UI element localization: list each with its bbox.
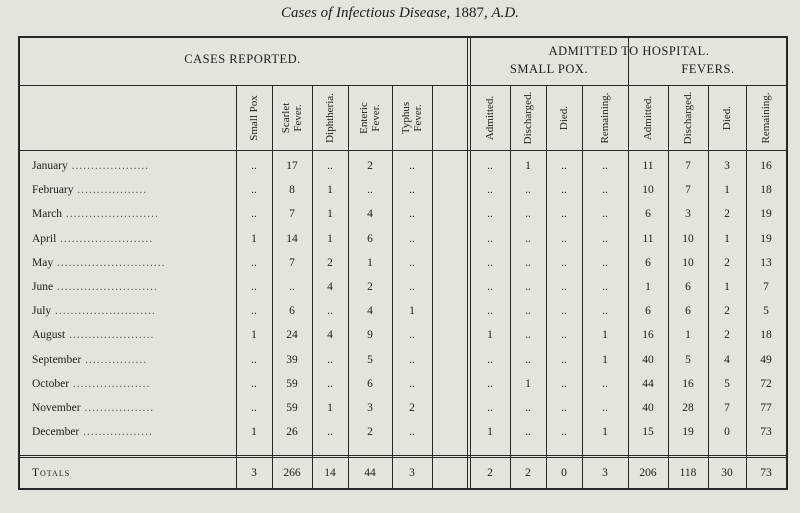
table-cell: 7 xyxy=(289,208,295,221)
table-cell: 77 xyxy=(760,402,772,414)
table-cell: .. xyxy=(602,377,608,390)
row-label xyxy=(32,378,228,390)
table-cell: 13 xyxy=(760,256,772,269)
column-header: Scarlet Fever. xyxy=(280,102,304,134)
row-label xyxy=(32,402,228,414)
table-cell: 2 xyxy=(724,256,730,269)
table-cell: .. xyxy=(487,402,493,414)
table-cell: 72 xyxy=(760,377,772,390)
table-cell: 1 xyxy=(645,281,651,293)
column-header: Died. xyxy=(558,105,570,131)
table-cell: .. xyxy=(251,402,257,414)
table-cell: .. xyxy=(327,353,333,366)
table-cell: .. xyxy=(602,184,608,197)
table-cell: 19 xyxy=(760,232,772,245)
header-rule xyxy=(18,85,788,86)
row-label xyxy=(32,208,228,220)
title-prefix: Cases of Infectious Disease, xyxy=(281,5,451,21)
column-header: Admitted. xyxy=(642,95,654,141)
row-label xyxy=(32,354,228,366)
table-cell: 9 xyxy=(367,329,373,342)
table-cell: 17 xyxy=(286,160,298,172)
table-cell: 6 xyxy=(367,232,373,245)
table-cell: 16 xyxy=(642,329,654,342)
totals-label: Totals xyxy=(32,467,71,479)
leader-dots: .................... xyxy=(69,377,151,390)
table-cell: .. xyxy=(251,305,257,318)
table-cell: 1 xyxy=(724,232,730,245)
table-cell: 7 xyxy=(724,402,730,414)
month-name: December xyxy=(32,426,80,439)
table-cell: 4 xyxy=(327,329,333,342)
table-cell: .. xyxy=(487,377,493,390)
table-cell: 4 xyxy=(724,353,730,366)
row-label xyxy=(32,281,228,293)
table-cell: .. xyxy=(602,232,608,245)
table-cell: 28 xyxy=(682,402,694,414)
table-cell: 59 xyxy=(286,377,298,390)
table-cell: 19 xyxy=(682,426,694,439)
row-label xyxy=(32,233,228,245)
table-cell: 1 xyxy=(724,184,730,197)
table-cell: .. xyxy=(602,305,608,318)
table-cell: 6 xyxy=(645,305,651,318)
table-cell: 3 xyxy=(685,208,691,221)
table-cell: 1 xyxy=(251,426,257,439)
totals-cell: 266 xyxy=(283,467,301,479)
leader-dots: .......................... xyxy=(53,281,158,293)
month-name: October xyxy=(32,377,70,390)
table-cell: 18 xyxy=(760,329,772,342)
fevers-heading: FEVERS. xyxy=(681,62,735,76)
table-cell: .. xyxy=(561,256,567,269)
table-cell: 2 xyxy=(367,426,373,439)
table-cell: .. xyxy=(409,232,415,245)
leader-dots: ........................ xyxy=(62,208,159,221)
table-cell: 3 xyxy=(367,402,373,414)
table-cell: 1 xyxy=(251,232,257,245)
table-cell: .. xyxy=(251,281,257,293)
table-cell: .. xyxy=(327,160,333,172)
table-cell: 6 xyxy=(367,377,373,390)
leader-dots: .................. xyxy=(79,426,153,439)
table-cell: 39 xyxy=(286,353,298,366)
table-cell: 40 xyxy=(642,353,654,366)
row-label xyxy=(32,257,228,269)
table-cell: .. xyxy=(487,353,493,366)
section-rule-double xyxy=(467,36,468,490)
table-cell: 2 xyxy=(724,208,730,221)
column-header: Typhus Fever. xyxy=(400,101,424,135)
table-cell: 15 xyxy=(642,426,654,439)
column-header: Discharged. xyxy=(522,91,534,145)
table-cell: 1 xyxy=(327,184,333,197)
table-cell: .. xyxy=(487,305,493,318)
table-cell: 1 xyxy=(487,426,493,439)
table-cell: 5 xyxy=(724,377,730,390)
table-cell: 6 xyxy=(289,305,295,318)
table-cell: 59 xyxy=(286,402,298,414)
table-cell: 1 xyxy=(602,353,608,366)
table-cell: .. xyxy=(561,402,567,414)
column-head-rule xyxy=(18,150,788,151)
table-cell: 10 xyxy=(642,184,654,197)
table-cell: .. xyxy=(602,160,608,172)
table-cell: .. xyxy=(525,426,531,439)
table-cell: 4 xyxy=(367,208,373,221)
table-cell: .. xyxy=(525,402,531,414)
leader-dots: ...................... xyxy=(65,329,155,342)
table-cell: .. xyxy=(409,281,415,293)
table-cell: .. xyxy=(409,256,415,269)
table-cell: .. xyxy=(525,305,531,318)
column-rule xyxy=(432,85,433,490)
month-name: February xyxy=(32,184,74,197)
month-name: November xyxy=(32,402,81,414)
table-cell: .. xyxy=(409,426,415,439)
table-cell: 1 xyxy=(251,329,257,342)
table-cell: 1 xyxy=(327,402,333,414)
table-cell: 24 xyxy=(286,329,298,342)
table-cell: 4 xyxy=(327,281,333,293)
table-cell: 1 xyxy=(525,377,531,390)
table-cell: .. xyxy=(487,232,493,245)
table-cell: 4 xyxy=(367,305,373,318)
table-cell: .. xyxy=(409,353,415,366)
table-cell: 1 xyxy=(724,281,730,293)
totals-cell: 14 xyxy=(324,467,336,479)
table-cell: 1 xyxy=(602,329,608,342)
month-name: January xyxy=(32,160,68,172)
table-cell: 40 xyxy=(642,402,654,414)
table-cell: 49 xyxy=(760,353,772,366)
table-cell: 16 xyxy=(682,377,694,390)
table-cell: 5 xyxy=(367,353,373,366)
month-name: September xyxy=(32,353,82,366)
row-label xyxy=(32,305,228,317)
table-cell: 73 xyxy=(760,426,772,439)
table-cell: .. xyxy=(487,160,493,172)
table-cell: .. xyxy=(525,208,531,221)
table-cell: 1 xyxy=(327,208,333,221)
table-cell: .. xyxy=(487,184,493,197)
table-cell: .. xyxy=(561,208,567,221)
row-label xyxy=(32,184,228,196)
cases-reported-heading: CASES REPORTED. xyxy=(184,52,301,66)
page-title xyxy=(0,5,800,22)
table-cell: .. xyxy=(525,329,531,342)
table-cell: .. xyxy=(561,184,567,197)
table-cell: 10 xyxy=(682,232,694,245)
table-cell: 26 xyxy=(286,426,298,439)
table-cell: .. xyxy=(409,377,415,390)
totals-cell: 44 xyxy=(364,467,376,479)
totals-cell: 2 xyxy=(487,467,493,479)
table-cell: 7 xyxy=(685,160,691,172)
table-cell: 6 xyxy=(685,281,691,293)
table-cell: 7 xyxy=(763,281,769,293)
table-cell: .. xyxy=(409,208,415,221)
table-cell: .. xyxy=(327,426,333,439)
totals-rule xyxy=(18,455,788,456)
totals-cell: 73 xyxy=(760,467,772,479)
table-cell: 2 xyxy=(367,160,373,172)
table-cell: 2 xyxy=(367,281,373,293)
leader-dots: .......................... xyxy=(51,305,156,318)
totals-cell: 3 xyxy=(251,467,257,479)
table-cell: 11 xyxy=(642,232,654,245)
table-cell: .. xyxy=(561,377,567,390)
table-cell: 1 xyxy=(367,256,373,269)
table-cell: .. xyxy=(327,377,333,390)
table-cell: .. xyxy=(525,281,531,293)
title-suffix: A.D. xyxy=(491,5,519,21)
table-cell: .. xyxy=(367,184,373,197)
totals-cell: 0 xyxy=(561,467,567,479)
month-name: April xyxy=(32,232,57,245)
table-cell: .. xyxy=(602,281,608,293)
column-header: Died. xyxy=(721,105,733,131)
table-cell: .. xyxy=(525,353,531,366)
table-cell: 18 xyxy=(760,184,772,197)
table-cell: 7 xyxy=(289,256,295,269)
table-cell: 11 xyxy=(642,160,654,172)
table-cell: .. xyxy=(561,232,567,245)
table-cell: .. xyxy=(525,184,531,197)
month-name: August xyxy=(32,329,66,342)
leader-dots: ............................ xyxy=(53,256,166,269)
table-cell: .. xyxy=(487,281,493,293)
table-cell: .. xyxy=(561,329,567,342)
table-cell: 44 xyxy=(642,377,654,390)
table-cell: .. xyxy=(409,329,415,342)
table-cell: 1 xyxy=(602,426,608,439)
leader-dots: .................. xyxy=(80,402,155,414)
table-cell: .. xyxy=(251,160,257,172)
table-cell: 1 xyxy=(409,305,415,318)
row-label xyxy=(32,329,228,341)
table-cell: .. xyxy=(409,160,415,172)
table-cell: 1 xyxy=(525,160,531,172)
table-cell: 2 xyxy=(724,305,730,318)
month-name: March xyxy=(32,208,63,221)
leader-dots: ........................ xyxy=(56,232,154,245)
column-header: Discharged. xyxy=(682,91,694,145)
leader-dots: .................... xyxy=(67,160,150,172)
table-cell: 19 xyxy=(760,208,772,221)
table-cell: .. xyxy=(251,208,257,221)
table-cell: 1 xyxy=(685,329,691,342)
totals-cell: 30 xyxy=(721,467,733,479)
column-header: Diphtheria. xyxy=(324,93,336,143)
table-cell: 14 xyxy=(286,232,298,245)
table-cell: 6 xyxy=(685,305,691,318)
small-pox-heading: SMALL POX. xyxy=(509,62,589,76)
table-cell: 7 xyxy=(685,184,691,197)
totals-cell: 3 xyxy=(602,467,608,479)
table-cell: .. xyxy=(525,232,531,245)
table-cell: 2 xyxy=(409,402,415,414)
table-cell: .. xyxy=(409,184,415,197)
table-cell: .. xyxy=(251,256,257,269)
month-name: July xyxy=(32,305,52,318)
table-cell: 5 xyxy=(685,353,691,366)
table-cell: .. xyxy=(561,305,567,318)
column-header: Small Pox xyxy=(248,95,260,141)
table-cell: 5 xyxy=(763,305,769,318)
table-cell: .. xyxy=(487,208,493,221)
table-cell: .. xyxy=(251,184,257,197)
column-header: Enteric Fever. xyxy=(358,102,382,134)
column-header: Remaining. xyxy=(599,92,611,144)
table-cell: .. xyxy=(602,402,608,414)
table-cell: .. xyxy=(561,281,567,293)
title-year: 1887, xyxy=(453,5,488,21)
totals-cell: 206 xyxy=(639,467,657,479)
month-name: May xyxy=(32,256,54,269)
table-cell: 8 xyxy=(289,184,295,197)
table-cell: 10 xyxy=(682,256,694,269)
leader-dots: ................ xyxy=(81,353,148,366)
table-cell: .. xyxy=(289,281,295,293)
table-cell: 0 xyxy=(724,426,730,439)
table-cell: .. xyxy=(251,353,257,366)
table-cell: 2 xyxy=(724,329,730,342)
column-header: Remaining. xyxy=(760,92,772,144)
month-name: June xyxy=(32,281,54,293)
table-cell: .. xyxy=(561,160,567,172)
totals-cell: 2 xyxy=(525,467,531,479)
totals-cell: 3 xyxy=(409,467,415,479)
table-cell: 6 xyxy=(645,208,651,221)
leader-dots: .................. xyxy=(73,184,148,197)
table-cell: 16 xyxy=(760,160,772,172)
table-cell: .. xyxy=(602,208,608,221)
table-cell: 2 xyxy=(327,256,333,269)
table-cell: .. xyxy=(561,353,567,366)
table-cell: .. xyxy=(561,426,567,439)
table-cell: .. xyxy=(602,256,608,269)
table-cell: 1 xyxy=(487,329,493,342)
row-label xyxy=(32,426,228,438)
table-cell: .. xyxy=(251,377,257,390)
totals-cell: 118 xyxy=(679,467,697,479)
column-header: Admitted. xyxy=(484,95,496,141)
table-cell: 3 xyxy=(724,160,730,172)
table-cell: 1 xyxy=(327,232,333,245)
row-label xyxy=(32,160,228,172)
table-cell: .. xyxy=(327,305,333,318)
table-cell: .. xyxy=(525,256,531,269)
totals-rule-double xyxy=(18,457,788,458)
table-cell: 6 xyxy=(645,256,651,269)
admitted-to-hospital-heading: ADMITTED TO HOSPITAL. xyxy=(548,44,710,58)
table-cell: .. xyxy=(487,256,493,269)
